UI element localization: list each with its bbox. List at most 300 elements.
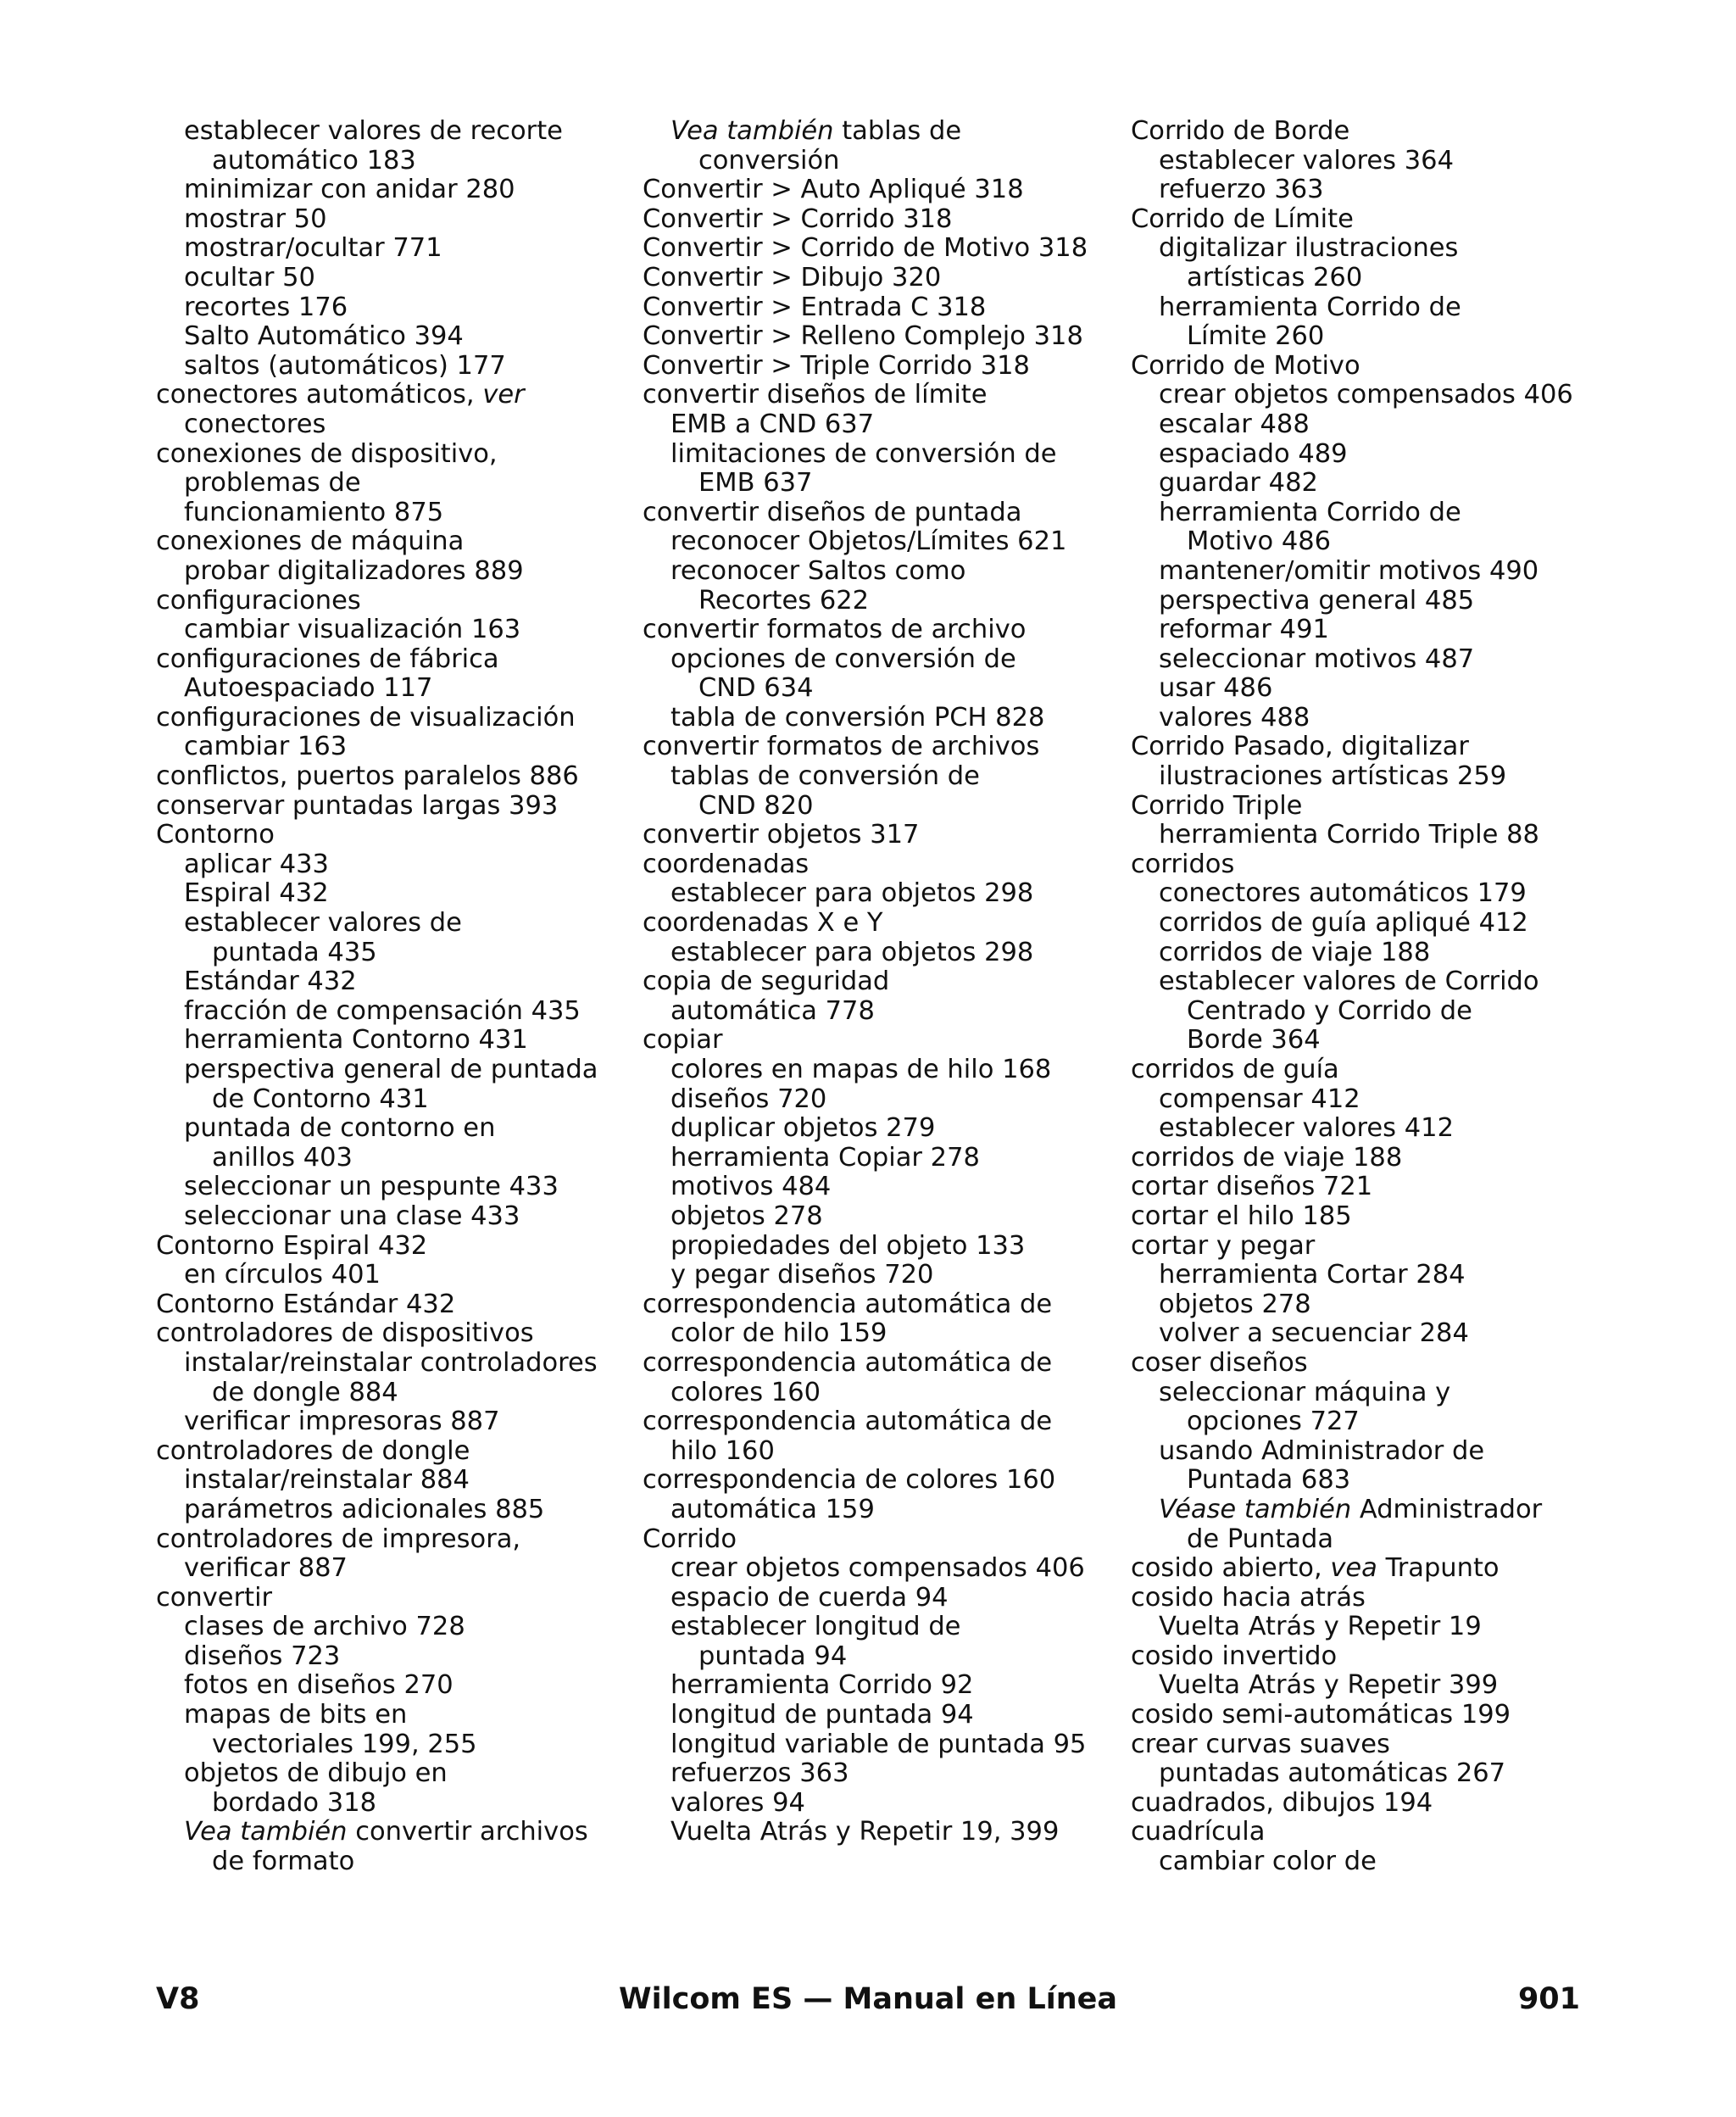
index-entry xyxy=(1131,1613,1673,1642)
index-entry xyxy=(643,1701,1117,1730)
entry-text: cosido semi-automáticas 199 xyxy=(1131,1700,1511,1730)
index-entry xyxy=(1131,1701,1673,1730)
entry-text: cambiar color de xyxy=(1159,1847,1377,1877)
index-entry xyxy=(156,1759,631,1789)
index-entry xyxy=(156,997,631,1027)
index-entry xyxy=(1131,1144,1673,1173)
entry-text: Corrido de Motivo xyxy=(1131,350,1360,381)
index-entry xyxy=(643,499,1117,528)
entry-text: herramienta Contorno 431 xyxy=(184,1025,528,1056)
entry-text: funcionamiento 875 xyxy=(184,497,444,527)
index-entry xyxy=(643,1232,1117,1262)
entry-text: Convertir > Dibujo 320 xyxy=(643,262,942,292)
entry-text: reconocer Objetos/Límites 621 xyxy=(670,526,1067,557)
entry-text: de Puntada xyxy=(1187,1524,1334,1554)
index-entry xyxy=(643,1613,1117,1642)
entry-text: Contorno xyxy=(156,820,275,850)
entry-text: longitud variable de puntada 95 xyxy=(670,1729,1087,1759)
entry-text: conectores automáticos, xyxy=(156,380,483,410)
index-entry xyxy=(1131,792,1673,822)
entry-text: automática 778 xyxy=(670,995,875,1026)
entry-text: corridos de viaje 188 xyxy=(1159,937,1431,967)
entry-text: fracción de compensación 435 xyxy=(184,995,581,1026)
index-entry xyxy=(1131,967,1673,997)
entry-text: convertir formatos de archivo xyxy=(643,615,1027,645)
entry-text: herramienta Corrido de xyxy=(1159,497,1461,527)
index-entry xyxy=(643,1671,1117,1701)
entry-text: Corrido Pasado, digitalizar xyxy=(1131,732,1469,762)
index-entry xyxy=(1131,587,1673,616)
entry-text: establecer longitud de xyxy=(670,1612,961,1642)
entry-text: perspectiva general 485 xyxy=(1159,585,1475,616)
index-entry xyxy=(1131,762,1673,792)
entry-text: seleccionar una clase 433 xyxy=(184,1201,520,1231)
entry-text: color de hilo 159 xyxy=(670,1318,887,1349)
index-entry xyxy=(643,381,1117,410)
entry-text: y pegar diseños 720 xyxy=(670,1260,934,1290)
entry-text: corridos xyxy=(1131,849,1235,879)
index-entry xyxy=(156,205,631,235)
entry-text: duplicar objetos 279 xyxy=(670,1113,936,1144)
entry-text: vectoriales 199, 255 xyxy=(212,1729,477,1759)
index-entry xyxy=(156,469,631,499)
entry-text: automática 159 xyxy=(670,1494,875,1524)
entry-text: reconocer Saltos como xyxy=(670,555,966,586)
index-entry xyxy=(643,322,1117,352)
index-entry xyxy=(643,879,1117,909)
index-entry xyxy=(1131,234,1673,264)
index-entry xyxy=(1131,1026,1673,1056)
index-entry xyxy=(156,1730,631,1760)
cross-reference: vea xyxy=(1330,1553,1377,1584)
index-entry xyxy=(643,1759,1117,1789)
entry-text: volver a secuenciar 284 xyxy=(1159,1318,1469,1349)
cross-reference: Vea también xyxy=(184,1817,348,1847)
entry-text: compensar 412 xyxy=(1159,1084,1360,1114)
index-entry xyxy=(156,264,631,293)
entry-text: refuerzo 363 xyxy=(1159,175,1324,205)
index-entry xyxy=(156,1202,631,1232)
entry-text: correspondencia automática de xyxy=(643,1289,1053,1319)
entry-text: Recortes 622 xyxy=(698,585,870,616)
index-entry xyxy=(156,440,631,470)
entry-text: conservar puntadas largas 393 xyxy=(156,790,559,821)
entry-text: Centrado y Corrido de xyxy=(1187,995,1472,1026)
index-entry xyxy=(156,175,631,205)
entry-text: clases de archivo 728 xyxy=(184,1612,465,1642)
entry-text: de dongle 884 xyxy=(212,1377,398,1407)
entry-text: Puntada 683 xyxy=(1187,1465,1351,1496)
footer-version: V8 xyxy=(156,1982,200,2016)
entry-text: EMB 637 xyxy=(698,468,813,499)
entry-text: controladores de dispositivos xyxy=(156,1318,534,1349)
entry-text: herramienta Corrido de xyxy=(1159,292,1461,322)
index-entry xyxy=(156,1261,631,1290)
index-entry xyxy=(156,1584,631,1613)
index-entry xyxy=(156,499,631,528)
entry-text: digitalizar ilustraciones xyxy=(1159,233,1459,264)
entry-text: herramienta Corrido 92 xyxy=(670,1670,974,1701)
index-entry xyxy=(156,1701,631,1730)
index-entry xyxy=(643,557,1117,587)
index-entry xyxy=(1131,1818,1673,1847)
index-entry xyxy=(156,1437,631,1467)
index-entry xyxy=(643,1114,1117,1144)
entry-text: saltos (automáticos) 177 xyxy=(184,350,506,381)
entry-text: Corrido de Borde xyxy=(1131,116,1350,146)
index-entry xyxy=(643,1584,1117,1613)
entry-text: corridos de viaje 188 xyxy=(1131,1142,1403,1173)
index-entry xyxy=(1131,733,1673,762)
entry-text: tablas de xyxy=(833,116,962,146)
index-entry xyxy=(156,1554,631,1584)
index-entry xyxy=(1131,939,1673,968)
index-entry xyxy=(1131,616,1673,645)
index-entry xyxy=(156,322,631,352)
index-entry xyxy=(156,850,631,880)
entry-text: coordenadas xyxy=(643,849,810,879)
index-entry xyxy=(643,1085,1117,1115)
entry-text: mantener/omitir motivos 490 xyxy=(1159,555,1539,586)
entry-text: hilo 160 xyxy=(670,1435,775,1466)
entry-text: parámetros adicionales 885 xyxy=(184,1494,545,1524)
index-entry xyxy=(1131,352,1673,382)
entry-text: seleccionar motivos 487 xyxy=(1159,643,1475,674)
index-entry xyxy=(643,440,1117,470)
entry-text: artísticas 260 xyxy=(1187,262,1363,292)
page-footer xyxy=(156,1982,1580,2016)
entry-text: Convertir > Corrido 318 xyxy=(643,203,953,234)
entry-text: propiedades del objeto 133 xyxy=(670,1230,1026,1261)
entry-text: establecer valores de xyxy=(184,908,462,939)
index-entry xyxy=(156,1496,631,1525)
entry-text: Convertir > Entrada C 318 xyxy=(643,292,987,322)
index-entry xyxy=(156,1671,631,1701)
entry-text: cortar y pegar xyxy=(1131,1230,1316,1261)
index-entry xyxy=(1131,557,1673,587)
entry-text: copiar xyxy=(643,1025,723,1056)
index-entry xyxy=(1131,1759,1673,1789)
index-entry xyxy=(156,234,631,264)
entry-text: corridos de guía apliqué 412 xyxy=(1159,908,1528,939)
entry-text: conectores xyxy=(184,409,326,439)
index-entry xyxy=(643,909,1117,939)
entry-text: usando Administrador de xyxy=(1159,1435,1485,1466)
entry-text: puntada de contorno en xyxy=(184,1113,496,1144)
index-entry xyxy=(156,1349,631,1379)
index-entry xyxy=(156,1407,631,1437)
index-entry xyxy=(156,117,631,147)
index-entry xyxy=(1131,117,1673,147)
index-entry xyxy=(1131,997,1673,1027)
index-entry xyxy=(643,1202,1117,1232)
index-entry xyxy=(156,645,631,675)
index-entry xyxy=(643,1437,1117,1467)
entry-text: objetos de dibujo en xyxy=(184,1758,448,1789)
index-entry xyxy=(643,1261,1117,1290)
index-entry xyxy=(643,704,1117,733)
index-entry xyxy=(156,616,631,645)
entry-text: valores 488 xyxy=(1159,702,1310,733)
index-entry xyxy=(643,469,1117,499)
entry-text: cosido invertido xyxy=(1131,1641,1338,1671)
page-number: 901 xyxy=(1517,1982,1580,2016)
index-entry xyxy=(643,1554,1117,1584)
entry-text: seleccionar máquina y xyxy=(1159,1377,1451,1407)
index-entry xyxy=(1131,1202,1673,1232)
index-entry xyxy=(643,1407,1117,1437)
entry-text: configuraciones de fábrica xyxy=(156,643,499,674)
entry-text: instalar/reinstalar 884 xyxy=(184,1465,470,1496)
entry-text: Vuelta Atrás y Repetir 399 xyxy=(1159,1670,1499,1701)
index-entry xyxy=(643,264,1117,293)
index-entry xyxy=(643,967,1117,997)
entry-text: anillos 403 xyxy=(212,1142,353,1173)
entry-text: Convertir > Corrido de Motivo 318 xyxy=(643,233,1088,264)
index-entry xyxy=(156,1319,631,1349)
index-entry xyxy=(1131,1789,1673,1819)
entry-text: Corrido xyxy=(643,1524,737,1554)
entry-text: establecer para objetos 298 xyxy=(670,937,1034,967)
entry-text: colores 160 xyxy=(670,1377,821,1407)
index-entry xyxy=(643,352,1117,382)
entry-text: guardar 482 xyxy=(1159,468,1318,499)
index-entry xyxy=(643,1496,1117,1525)
entry-text: Espiral 432 xyxy=(184,878,329,909)
index-entry xyxy=(643,410,1117,440)
entry-text: mapas de bits en xyxy=(184,1700,408,1730)
index-entry xyxy=(156,792,631,822)
entry-text: configuraciones de visualización xyxy=(156,702,576,733)
index-entry xyxy=(156,1114,631,1144)
entry-text: reformar 491 xyxy=(1159,615,1329,645)
index-entry xyxy=(1131,527,1673,557)
entry-text: de Contorno 431 xyxy=(212,1084,429,1114)
entry-text: correspondencia automática de xyxy=(643,1347,1053,1378)
index-entry xyxy=(156,527,631,557)
index-entry xyxy=(1131,1056,1673,1085)
entry-text: bordado 318 xyxy=(212,1787,377,1818)
entry-text: puntada 435 xyxy=(212,937,377,967)
entry-text: Contorno Estándar 432 xyxy=(156,1289,456,1319)
entry-text: CND 634 xyxy=(698,673,814,704)
entry-text: cosido hacia atrás xyxy=(1131,1582,1366,1613)
entry-text: Convertir > Triple Corrido 318 xyxy=(643,350,1030,381)
index-entry xyxy=(643,997,1117,1027)
index-entry xyxy=(1131,1349,1673,1379)
entry-text: aplicar 433 xyxy=(184,849,329,879)
entry-text: herramienta Corrido Triple 88 xyxy=(1159,820,1539,850)
cross-reference: Véase también xyxy=(1159,1494,1352,1524)
entry-text: en círculos 401 xyxy=(184,1260,381,1290)
entry-text: fotos en diseños 270 xyxy=(184,1670,453,1701)
index-entry xyxy=(156,1173,631,1202)
entry-text: conexiones de dispositivo, xyxy=(156,438,498,469)
index-entry xyxy=(156,1026,631,1056)
index-entry xyxy=(156,410,631,440)
index-entry xyxy=(1131,1290,1673,1320)
entry-text: coser diseños xyxy=(1131,1347,1308,1378)
index-entry xyxy=(156,762,631,792)
footer-title: Wilcom ES — Manual en Línea xyxy=(618,1982,1118,2016)
index-entry xyxy=(643,821,1117,850)
entry-text: conexiones de máquina xyxy=(156,526,465,557)
entry-text: conectores automáticos 179 xyxy=(1159,878,1527,909)
entry-text: seleccionar un pespunte 433 xyxy=(184,1172,559,1202)
index-entry xyxy=(1131,147,1673,176)
index-entry xyxy=(643,1642,1117,1672)
entry-text: problemas de xyxy=(184,468,361,499)
entry-text: convertir objetos 317 xyxy=(643,820,920,850)
entry-text: limitaciones de conversión de xyxy=(670,438,1057,469)
index-entry xyxy=(643,117,1117,147)
entry-text: correspondencia automática de xyxy=(643,1407,1053,1437)
entry-text: tablas de conversión de xyxy=(670,761,980,792)
index-entry xyxy=(643,1056,1117,1085)
index-entry xyxy=(1131,1173,1673,1202)
entry-text: Administrador xyxy=(1351,1494,1543,1524)
index-entry xyxy=(1131,381,1673,410)
cross-reference: ver xyxy=(482,380,525,410)
index-entry xyxy=(1131,1525,1673,1555)
index-entry xyxy=(643,645,1117,675)
index-entry xyxy=(156,1642,631,1672)
index-entry xyxy=(643,1466,1117,1496)
entry-text: valores 94 xyxy=(670,1787,805,1818)
entry-text: establecer para objetos 298 xyxy=(670,878,1034,909)
index-entry xyxy=(156,1232,631,1262)
entry-text: cambiar 163 xyxy=(184,732,348,762)
entry-text: convertir archivos xyxy=(347,1817,588,1847)
entry-text: opciones 727 xyxy=(1187,1407,1360,1437)
entry-text: Vuelta Atrás y Repetir 19, 399 xyxy=(670,1817,1060,1847)
index-entry xyxy=(156,587,631,616)
entry-text: motivos 484 xyxy=(670,1172,832,1202)
index-entry xyxy=(156,1789,631,1819)
index-entry xyxy=(643,1525,1117,1555)
index-column-1 xyxy=(156,117,631,1877)
index-entry xyxy=(156,733,631,762)
entry-text: convertir diseños de puntada xyxy=(643,497,1022,527)
index-entry xyxy=(1131,1319,1673,1349)
entry-text: convertir formatos de archivos xyxy=(643,732,1040,762)
entry-text: establecer valores 412 xyxy=(1159,1113,1454,1144)
index-entry xyxy=(156,1466,631,1496)
index-entry xyxy=(156,939,631,968)
index-entry xyxy=(643,762,1117,792)
index-entry xyxy=(643,1290,1117,1320)
index-entry xyxy=(156,381,631,410)
entry-text: ocultar 50 xyxy=(184,262,315,292)
entry-text: espacio de cuerda 94 xyxy=(670,1582,949,1613)
index-entry xyxy=(156,1085,631,1115)
index-entry xyxy=(643,1818,1117,1847)
entry-text: cambiar visualización 163 xyxy=(184,615,521,645)
entry-text: controladores de dongle xyxy=(156,1435,470,1466)
entry-text: opciones de conversión de xyxy=(670,643,1016,674)
cross-reference: Vea también xyxy=(670,116,834,146)
index-entry xyxy=(1131,1730,1673,1760)
entry-text: herramienta Cortar 284 xyxy=(1159,1260,1466,1290)
index-entry xyxy=(156,821,631,850)
entry-text: convertir xyxy=(156,1582,273,1613)
index-entry xyxy=(643,939,1117,968)
index-entry xyxy=(156,352,631,382)
index-entry xyxy=(1131,645,1673,675)
entry-text: herramienta Copiar 278 xyxy=(670,1142,980,1173)
index-entry xyxy=(643,147,1117,176)
entry-text: conversión xyxy=(698,145,840,175)
entry-text: Convertir > Auto Apliqué 318 xyxy=(643,175,1024,205)
entry-text: automático 183 xyxy=(212,145,416,175)
index-entry xyxy=(643,674,1117,704)
index-entry xyxy=(643,293,1117,323)
index-entry xyxy=(1131,469,1673,499)
entry-text: crear objetos compensados 406 xyxy=(1159,380,1573,410)
entry-text: longitud de puntada 94 xyxy=(670,1700,974,1730)
entry-text: Corrido de Límite xyxy=(1131,203,1354,234)
entry-text: copia de seguridad xyxy=(643,967,890,997)
index-entry xyxy=(643,205,1117,235)
entry-text: perspectiva general de puntada xyxy=(184,1055,598,1084)
index-entry xyxy=(1131,1437,1673,1467)
entry-text: configuraciones xyxy=(156,585,361,616)
index-entry xyxy=(1131,322,1673,352)
entry-text: usar 486 xyxy=(1159,673,1273,704)
entry-text: establecer valores 364 xyxy=(1159,145,1454,175)
entry-text: Contorno Espiral 432 xyxy=(156,1230,428,1261)
index-entry xyxy=(156,967,631,997)
index-entry xyxy=(1131,1085,1673,1115)
index-entry xyxy=(643,1789,1117,1819)
index-entry xyxy=(643,527,1117,557)
entry-text: Estándar 432 xyxy=(184,967,357,997)
entry-text: probar digitalizadores 889 xyxy=(184,555,524,586)
entry-text: Vuelta Atrás y Repetir 19 xyxy=(1159,1612,1482,1642)
entry-text: Autoespaciado 117 xyxy=(184,673,433,704)
entry-text: correspondencia de colores 160 xyxy=(643,1465,1056,1496)
entry-text: de formato xyxy=(212,1847,355,1877)
index-entry xyxy=(643,850,1117,880)
index-column-3 xyxy=(1131,117,1673,1877)
index-entry xyxy=(643,175,1117,205)
index-entry xyxy=(643,1144,1117,1173)
entry-text: cuadrados, dibujos 194 xyxy=(1131,1787,1433,1818)
entry-text: Límite 260 xyxy=(1187,321,1325,352)
entry-text: diseños 720 xyxy=(670,1084,827,1114)
index-entry xyxy=(643,1730,1117,1760)
index-entry xyxy=(1131,264,1673,293)
entry-text: instalar/reinstalar controladores xyxy=(184,1347,598,1378)
index-entry xyxy=(1131,205,1673,235)
index-entry xyxy=(156,147,631,176)
index-entry xyxy=(643,1026,1117,1056)
index-entry xyxy=(643,1319,1117,1349)
entry-text: cuadrícula xyxy=(1131,1817,1266,1847)
index-entry xyxy=(1131,821,1673,850)
entry-text: EMB a CND 637 xyxy=(670,409,875,439)
entry-text: CND 820 xyxy=(698,790,814,821)
entry-text: minimizar con anidar 280 xyxy=(184,175,515,205)
entry-text: mostrar/ocultar 771 xyxy=(184,233,442,264)
index-entry xyxy=(1131,1671,1673,1701)
index-entry xyxy=(156,1379,631,1408)
entry-text: puntadas automáticas 267 xyxy=(1159,1758,1506,1789)
index-entry xyxy=(1131,1232,1673,1262)
index-entry xyxy=(156,1847,631,1877)
index-entry xyxy=(1131,879,1673,909)
index-entry xyxy=(156,1144,631,1173)
